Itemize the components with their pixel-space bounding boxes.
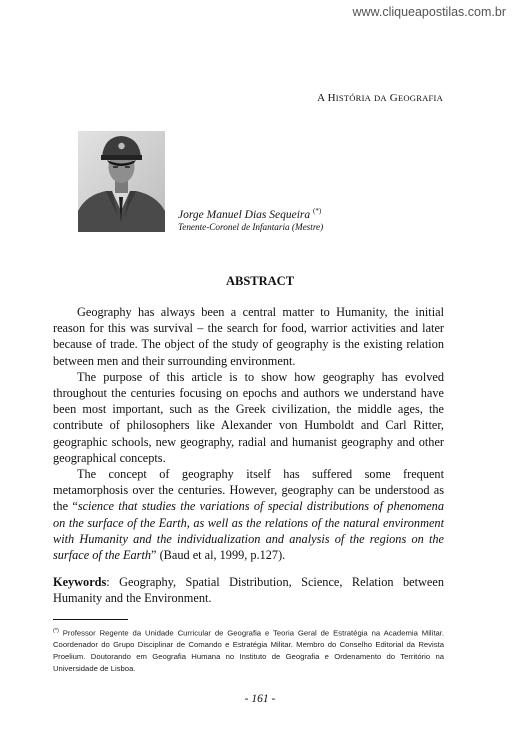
abstract-paragraph-2: The purpose of this article is to show how geography has evolved throughout the centuries focusing on epochs and authors we understand have been most important, such as the Greek civilization, the middle ages, the contribute of philosophers like Alexander von Humboldt and Carl Ritter, geographic schools, new geography, radial and humanist geography and other geographical concepts. (53, 369, 444, 465)
footnote-divider (53, 619, 128, 620)
abstract-heading: ABSTRACT (225, 274, 295, 288)
abstract-paragraph-1: Geography has always been a central matter to Humanity, the initial reason for this was survival – the search for food, warrior activities and later because of trade. The object of the study of geography is the existing relation between men and their surrounding environment. (53, 305, 444, 368)
footnote: (*) Professor Regente da Unidade Curricular de Geografia e Teoria Geral de Estratégia na Academia Militar. Coordenador do Grupo Disciplinar de Comando e Estratégia Militar. Membro do Conselho Editorial da Revista Proelium. Doutorando em Geografia Humana no Instituto de Geografia e Ordenamento do Território na Universidade de Lisboa. (53, 628, 444, 673)
running-head: A HISTÓRIA DA GEOGRAFIA (317, 92, 443, 104)
keywords-label: Keywords (53, 575, 107, 590)
abstract-paragraph-3: The concept of geography itself has suffered some frequent metamorphosis over the centuries. However, geography can be understood as the “science that studies the variations of special distributions of phenomena on the surface of the Earth, as well as the relations of the natural environment with Humanity and the individualization and analysis of the regions on the surface of the Earth” (Baud et al, 1999, p.127). (53, 467, 444, 563)
abstract-body (53, 304, 444, 607)
author-portrait-image (78, 131, 165, 232)
quoted-definition: science that studies the variations of special distributions of phenomena on the surface of the Earth, as well as the relations of the natural environment with Humanity and the individualization and analysis of the regions on the surface of the Earth (53, 499, 444, 563)
author-photo (78, 131, 165, 232)
author-role: Tenente-Coronel de Infantaria (Mestre) (178, 222, 324, 232)
watermark: www.cliqueapostilas.com.br (352, 5, 506, 19)
author-name: Jorge Manuel Dias Sequeira (*) (178, 207, 322, 221)
page-number: - 161 - (244, 693, 276, 705)
keywords-line: Keywords: Geography, Spatial Distribution, Science, Relation between Humanity and the Environment. (53, 575, 444, 606)
